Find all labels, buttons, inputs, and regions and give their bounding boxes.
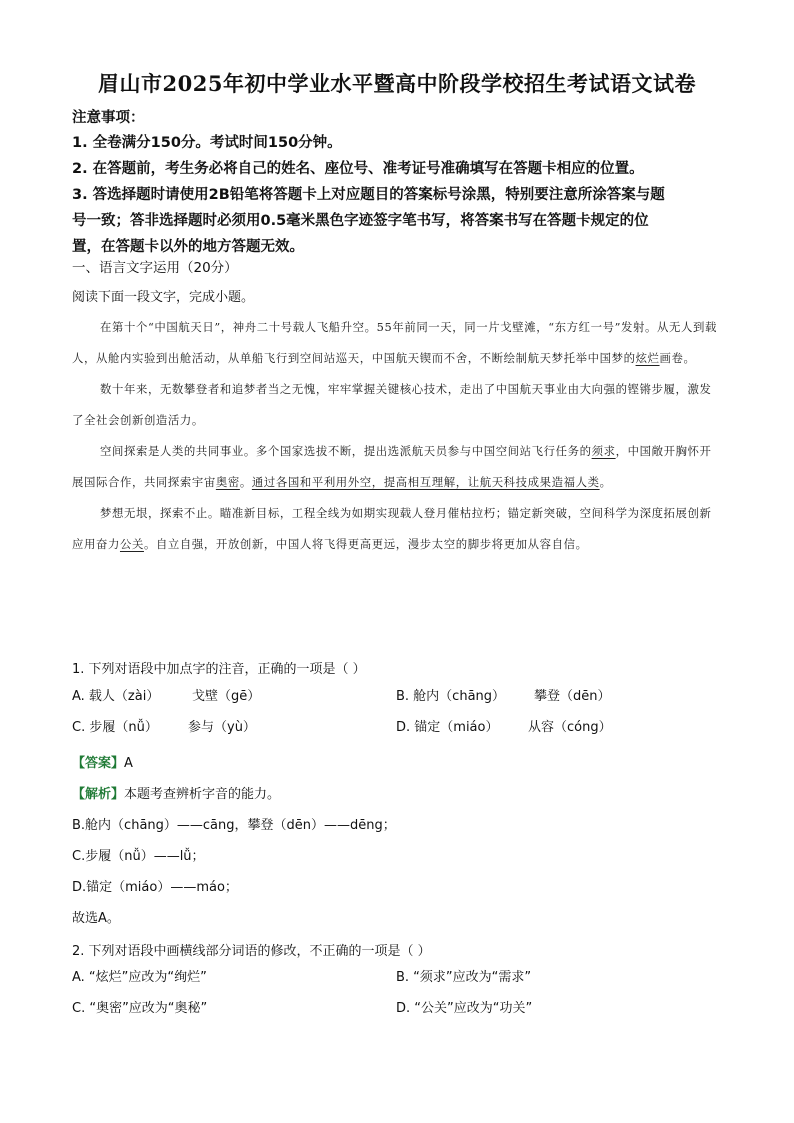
analysis-conclusion: 故选A。: [72, 911, 120, 926]
page-title: 眉山市2025年初中学业水平暨高中阶段学校招生考试语文试卷: [98, 71, 696, 96]
passage-paragraph-1: 在第十个“中国航天日”，神舟二十号载人飞船升空。55年前同一天，同一片戈壁滩，“东方红一号”发射。从无人到载人，从舱内实验到出舱活动，从单船飞行到空间站巡天，中国航天锲而不舍，不断绘制航天梦托举中国梦的炫烂画卷。: [72, 320, 717, 365]
underlined-word: 公关: [119, 537, 144, 551]
option-b: B. 舱内（chāng）: [396, 689, 506, 704]
options-row: [72, 685, 722, 716]
passage-paragraph-4: 梦想无垠，探索不止。瞄准新目标，工程全线为如期实现载人登月催枯拉朽；锚定新突破，空间科学为深度拓展创新应用奋力公关。自立自强，开放创新，中国人将飞得更高更远，漫步太空的脚步将更加从容自信。: [72, 506, 712, 551]
reading-passage: [72, 312, 722, 560]
option-c: C. “奥密”应改为“奥秘”: [72, 1001, 208, 1016]
underlined-sentence: 通过各国和平利用外空，提高相互理解，让航天科技成果造福人类: [251, 475, 600, 489]
analysis-detail: D.锚定（miáo）——máo；: [72, 880, 238, 895]
option-d-second: 从容（cóng）: [528, 720, 612, 735]
answer-line: [72, 748, 722, 779]
reading-instruction: 阅读下面一段文字，完成小题。: [72, 290, 255, 305]
analysis-line: [72, 779, 722, 810]
question-2-options: [72, 966, 722, 1028]
question-1-options: [72, 685, 722, 747]
option-d: D. 锚定（miáo）: [396, 720, 499, 735]
answer-label: 【答案】: [72, 756, 125, 771]
options-row: [72, 997, 722, 1028]
option-a-second: 戈壁（gē）: [192, 689, 261, 704]
option-a: A. 载人（zài）: [72, 689, 160, 704]
analysis-value: 本题考查辨析字音的能力。: [124, 787, 281, 802]
notice-item: 置，在答题卡以外的地方答题无效。: [72, 239, 304, 255]
analysis-detail: C.步履（nǚ）——lǚ；: [72, 849, 205, 864]
passage-paragraph-2: 数十年来，无数攀登者和追梦者当之无愧，牢牢掌握关键核心技术，走出了中国航天事业由大向强的铿锵步履，激发了全社会创新创造活力。: [72, 382, 712, 427]
options-row: [72, 966, 722, 997]
passage-paragraph-3: 空间探索是人类的共同事业。多个国家选拔不断，提出选派航天员参与中国空间站飞行任务的须求，中国敞开胸怀开展国际合作，共同探索宇宙奥密。通过各国和平利用外空，提高相互理解，让航天科技成果造福人类。: [72, 444, 712, 489]
answer-block: [72, 748, 722, 934]
option-a: A. “炫烂”应改为“绚烂”: [72, 970, 207, 985]
option-b: B. “须求”应改为“需求”: [396, 970, 532, 985]
analysis-label: 【解析】: [72, 787, 125, 802]
options-row: [72, 716, 722, 747]
notice-list: [72, 130, 722, 260]
notice-item: 2. 在答题前，考生务必将自己的姓名、座位号、准考证号准确填写在答题卡相应的位置。: [72, 161, 644, 177]
analysis-detail: B.舱内（chāng）——cāng，攀登（dēn）——dēng；: [72, 818, 396, 833]
notice-item: 号一致；答非选择题时必须用0.5毫米黑色字迹签字笔书写，将答案书写在答题卡规定的位: [72, 213, 649, 229]
notice-heading: 注意事项：: [72, 110, 145, 126]
notice-item: 1. 全卷满分150分。考试时间150分钟。: [72, 135, 342, 151]
underlined-word: 奥密: [215, 475, 240, 489]
notice-item: 3. 答选择题时请使用2B铅笔将答题卡上对应题目的答案标号涂黑，特别要注意所涂答案与题: [72, 187, 665, 203]
question-2-stem: 2. 下列对语段中画横线部分词语的修改，不正确的一项是（ ）: [72, 944, 431, 959]
question-1-stem: 1. 下列对语段中加点字的注音，正确的一项是（ ）: [72, 662, 366, 677]
underlined-word: 须求: [591, 444, 616, 458]
section-title: 一、语言文字运用（20分）: [72, 260, 238, 276]
underlined-word: 炫烂: [635, 351, 660, 365]
option-d: D. “公关”应改为“功关”: [396, 1001, 533, 1016]
option-c-second: 参与（yù）: [188, 720, 256, 735]
answer-value: A: [124, 756, 133, 771]
option-c: C. 步履（nǚ）: [72, 720, 158, 735]
option-b-second: 攀登（dēn）: [534, 689, 611, 704]
